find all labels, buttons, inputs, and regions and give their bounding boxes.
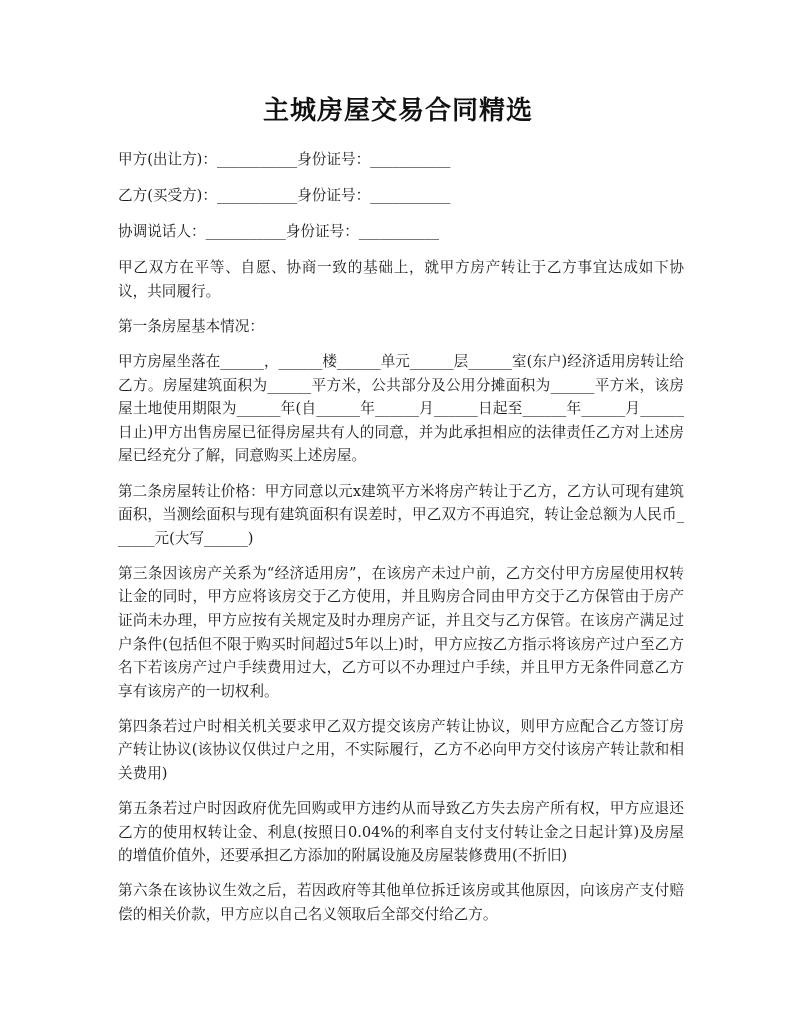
article-6-paragraph: 第六条在该协议生效之后，若因政府等其他单位拆迁该房或其他原因，向该房产支付赔偿的相关价款，甲方应以自己名义领取后全部交付给乙方。 [118, 882, 684, 924]
article-5-paragraph: 第五条若过户时因政府优先回购或甲方违约从而导致乙方失去房产所有权，甲方应退还乙方的使用权转让金、利息(按照日0.04%的利率自支付支付转让金之日起计算)及房屋的增值价值外，还要承担乙方添加的附属设施及房屋装修费用(不折旧) [118, 800, 684, 865]
article-1-heading: 第一条房屋基本情况： [118, 317, 264, 335]
article-1-body: 甲方房屋坐落在______，______楼______单元______层______室(东户)经济适用房转让给乙方。房屋建筑面积为______平方米，公共部分及公用分摊面积为______平方米，该房屋土地使用期限为______年(自______年______月______日起至______年______月______日止)甲方出售房屋已征得房屋共有人的同意，并为此承担相应的法律责任乙方对上述房屋已经充分了解，同意购买上述房屋。 [118, 353, 684, 465]
party-a-line: 甲方(出让方)：___________身份证号：___________ [118, 151, 451, 168]
document-title: 主城房屋交易合同精选 [262, 96, 533, 126]
mediator-line: 协调说话人：___________身份证号：___________ [118, 223, 440, 241]
article-2-paragraph: 第二条房屋转让价格：甲方同意以元x建筑平方米将房产转让于乙方，乙方认可现有建筑面积，当测绘面积与现有建筑面积有误差时，甲乙双方不再追究，转让金总额为人民币______元(大写______) [118, 482, 684, 547]
document-body [118, 148, 684, 938]
intro-paragraph: 甲乙双方在平等、自愿、协商一致的基础上，就甲方房产转让于乙方事宜达成如下协议，共同履行。 [118, 259, 684, 300]
article-4-paragraph: 第四条若过户时相关机关要求甲乙双方提交该房产转让协议，则甲方应配合乙方签订房产转让协议(该协议仅供过户之用，不实际履行，乙方不必向甲方交付该房产转让款和相关费用) [118, 717, 684, 783]
article-3-paragraph: 第三条因该房产关系为“经济适用房”，在该房产未过户前，乙方交付甲方房屋使用权转让金的同时，甲方应将该房交于乙方使用，并且购房合同由甲方交于乙方保管由于房产证尚未办理，甲方应按有关规定及时办理房产证，并且交与乙方保管。在该房产满足过户条件(包括但不限于购买时间超过5年以上)时，甲方应按乙方指示将该房产过户至乙方名下若该房产过户手续费用过大，乙方可以不办理过户手续，并且甲方无条件同意乙方享有该房产的一切权利。 [118, 564, 684, 700]
party-b-line: 乙方(买受方)：___________身份证号：___________ [118, 187, 451, 205]
